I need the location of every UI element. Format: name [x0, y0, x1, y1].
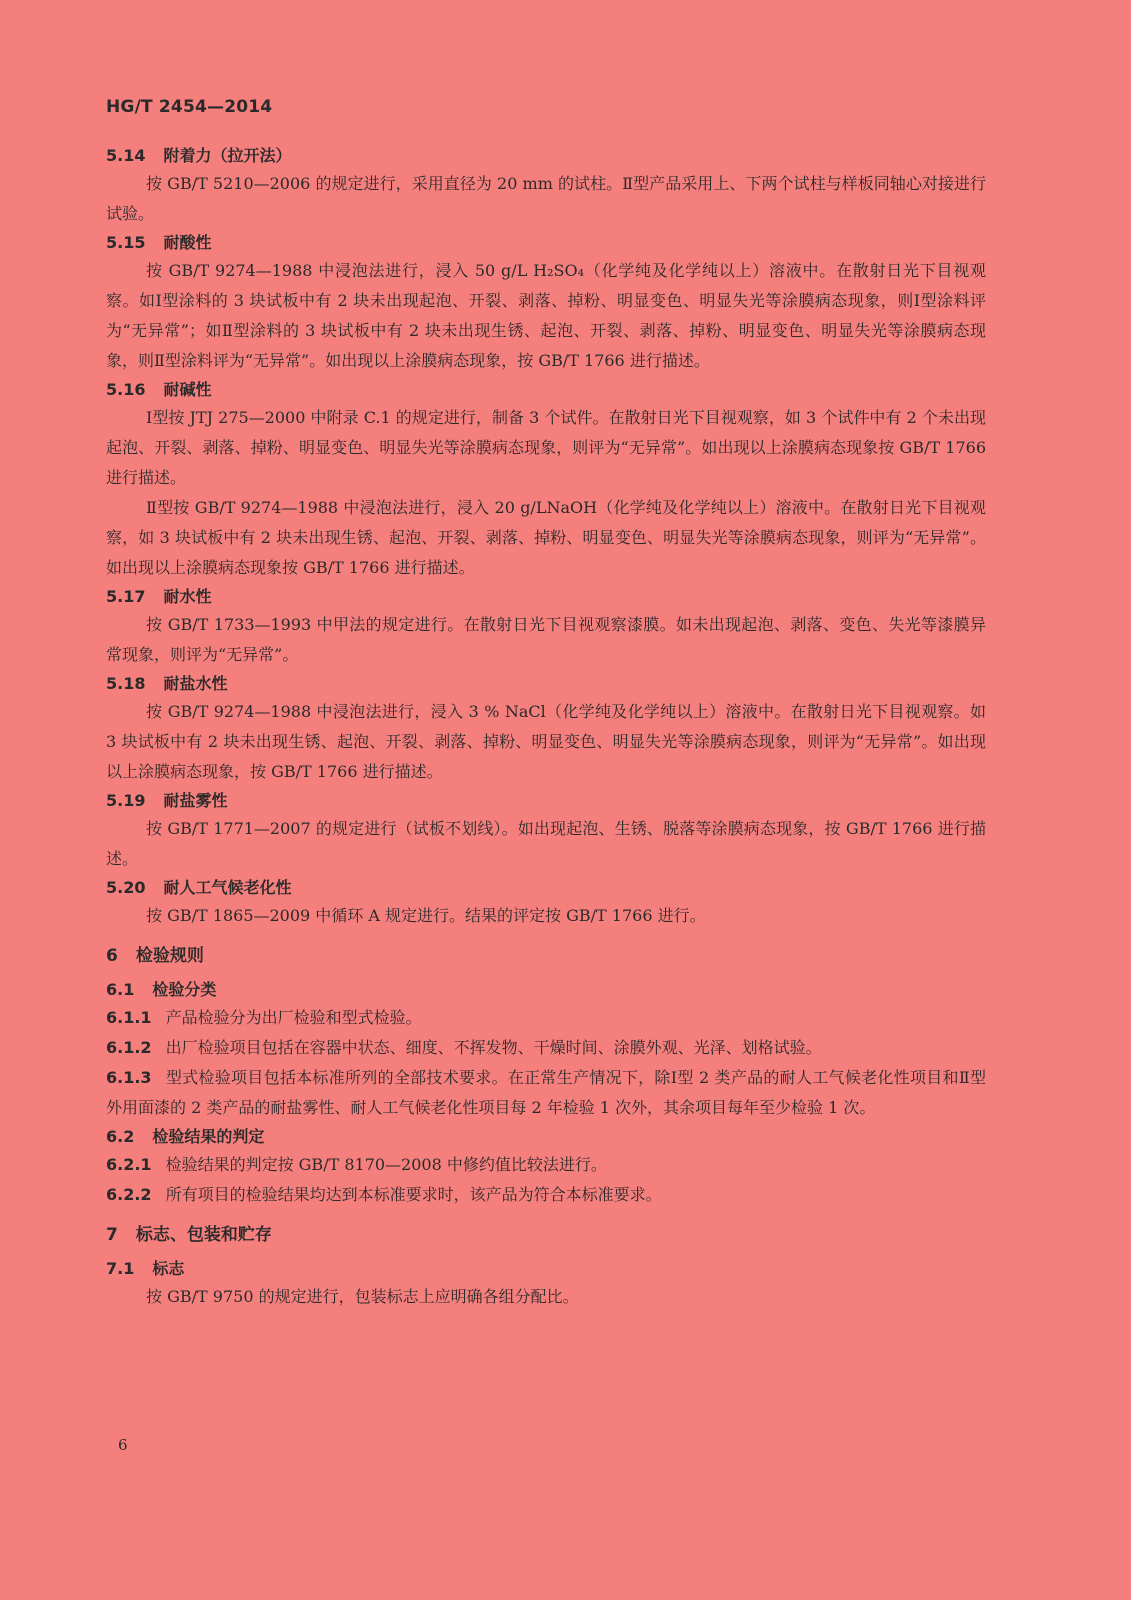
section-heading: 5.18 耐盐水性: [106, 674, 228, 693]
paragraph: 按 GB/T 9274—1988 中浸泡法进行，浸入 3 % NaCl（化学纯及化学纯以上）溶液中。在散射日光下目视观察。如 3 块试板中有 2 块未出现生锈、起泡、开裂、剥落、掉粉、明显变色、明显失光等涂膜病态现象，则评为“无异常”。如出现以上涂膜病态现象，按 GB/T 1766 进行描述。: [106, 702, 986, 781]
paragraph: 按 GB/T 1733—1993 中甲法的规定进行。在散射日光下目视观察漆膜。如未出现起泡、剥落、变色、失光等漆膜异常现象，则评为“无异常”。: [106, 615, 986, 664]
chapter-heading: 7 标志、包装和贮存: [106, 1225, 272, 1245]
section-heading: 5.19 耐盐雾性: [106, 791, 228, 810]
page-content: [106, 142, 986, 1312]
section-heading: 6.1 检验分类: [106, 980, 217, 999]
paragraph: Ⅱ型按 GB/T 9274—1988 中浸泡法进行，浸入 20 g/LNaOH（化学纯及化学纯以上）溶液中。在散射日光下目视观察，如 3 块试板中有 2 块未出现生锈、起泡、开裂、剥落、掉粉、明显变色、明显失光等涂膜病态现象，则评为“无异常”。如出现以上涂膜病态现象按 GB/T 1766 进行描述。: [106, 498, 986, 577]
clause: 6.1.1 产品检验分为出厂检验和型式检验。: [106, 1008, 422, 1027]
section-heading: 5.17 耐水性: [106, 587, 212, 606]
clause: 6.2.2 所有项目的检验结果均达到本标准要求时，该产品为符合本标准要求。: [106, 1185, 662, 1204]
standard-code: HG/T 2454—2014: [106, 97, 273, 117]
page-number: 6: [118, 1436, 128, 1454]
section-heading: 5.15 耐酸性: [106, 233, 212, 252]
section-heading: 5.20 耐人工气候老化性: [106, 878, 292, 897]
paragraph: 按 GB/T 5210—2006 的规定进行，采用直径为 20 mm 的试柱。Ⅱ型产品采用上、下两个试柱与样板同轴心对接进行试验。: [106, 174, 986, 223]
paragraph: 按 GB/T 9274—1988 中浸泡法进行，浸入 50 g/L H₂SO₄（化学纯及化学纯以上）溶液中。在散射日光下目视观察。如Ⅰ型涂料的 3 块试板中有 2 块未出现起泡、开裂、剥落、掉粉、明显变色、明显失光等涂膜病态现象，则Ⅰ型涂料评为“无异常”；如Ⅱ型涂料的 3 块试板中有 2 块未出现生锈、起泡、开裂、剥落、掉粉、明显变色、明显失光等涂膜病态现象，则Ⅱ型涂料评为“无异常”。如出现以上涂膜病态现象，按 GB/T 1766 进行描述。: [106, 261, 986, 370]
section-heading: 7.1 标志: [106, 1259, 185, 1278]
chapter-heading: 6 检验规则: [106, 946, 204, 966]
clause: 6.2.1 检验结果的判定按 GB/T 8170—2008 中修约值比较法进行。: [106, 1155, 607, 1174]
paragraph: 按 GB/T 9750 的规定进行，包装标志上应明确各组分配比。: [146, 1287, 579, 1306]
section-heading: 6.2 检验结果的判定: [106, 1127, 265, 1146]
clause: 6.1.3 型式检验项目包括本标准所列的全部技术要求。在正常生产情况下，除Ⅰ型 2 类产品的耐人工气候老化性项目和Ⅱ型外用面漆的 2 类产品的耐盐雾性、耐人工气候老化性项目每 2 年检验 1 次外，其余项目每年至少检验 1 次。: [106, 1068, 986, 1117]
clause: 6.1.2 出厂检验项目包括在容器中状态、细度、不挥发物、干燥时间、涂膜外观、光泽、划格试验。: [106, 1038, 822, 1057]
paragraph: Ⅰ型按 JTJ 275—2000 中附录 C.1 的规定进行，制备 3 个试件。在散射日光下目视观察，如 3 个试件中有 2 个未出现起泡、开裂、剥落、掉粉、明显变色、明显失光等涂膜病态现象，则评为“无异常”。如出现以上涂膜病态现象按 GB/T 1766 进行描述。: [106, 408, 986, 487]
paragraph: 按 GB/T 1865—2009 中循环 A 规定进行。结果的评定按 GB/T 1766 进行。: [146, 906, 706, 925]
paragraph: 按 GB/T 1771—2007 的规定进行（试板不划线）。如出现起泡、生锈、脱落等涂膜病态现象，按 GB/T 1766 进行描述。: [106, 819, 986, 868]
section-heading: 5.14 附着力（拉开法）: [106, 146, 292, 165]
section-heading: 5.16 耐碱性: [106, 380, 212, 399]
